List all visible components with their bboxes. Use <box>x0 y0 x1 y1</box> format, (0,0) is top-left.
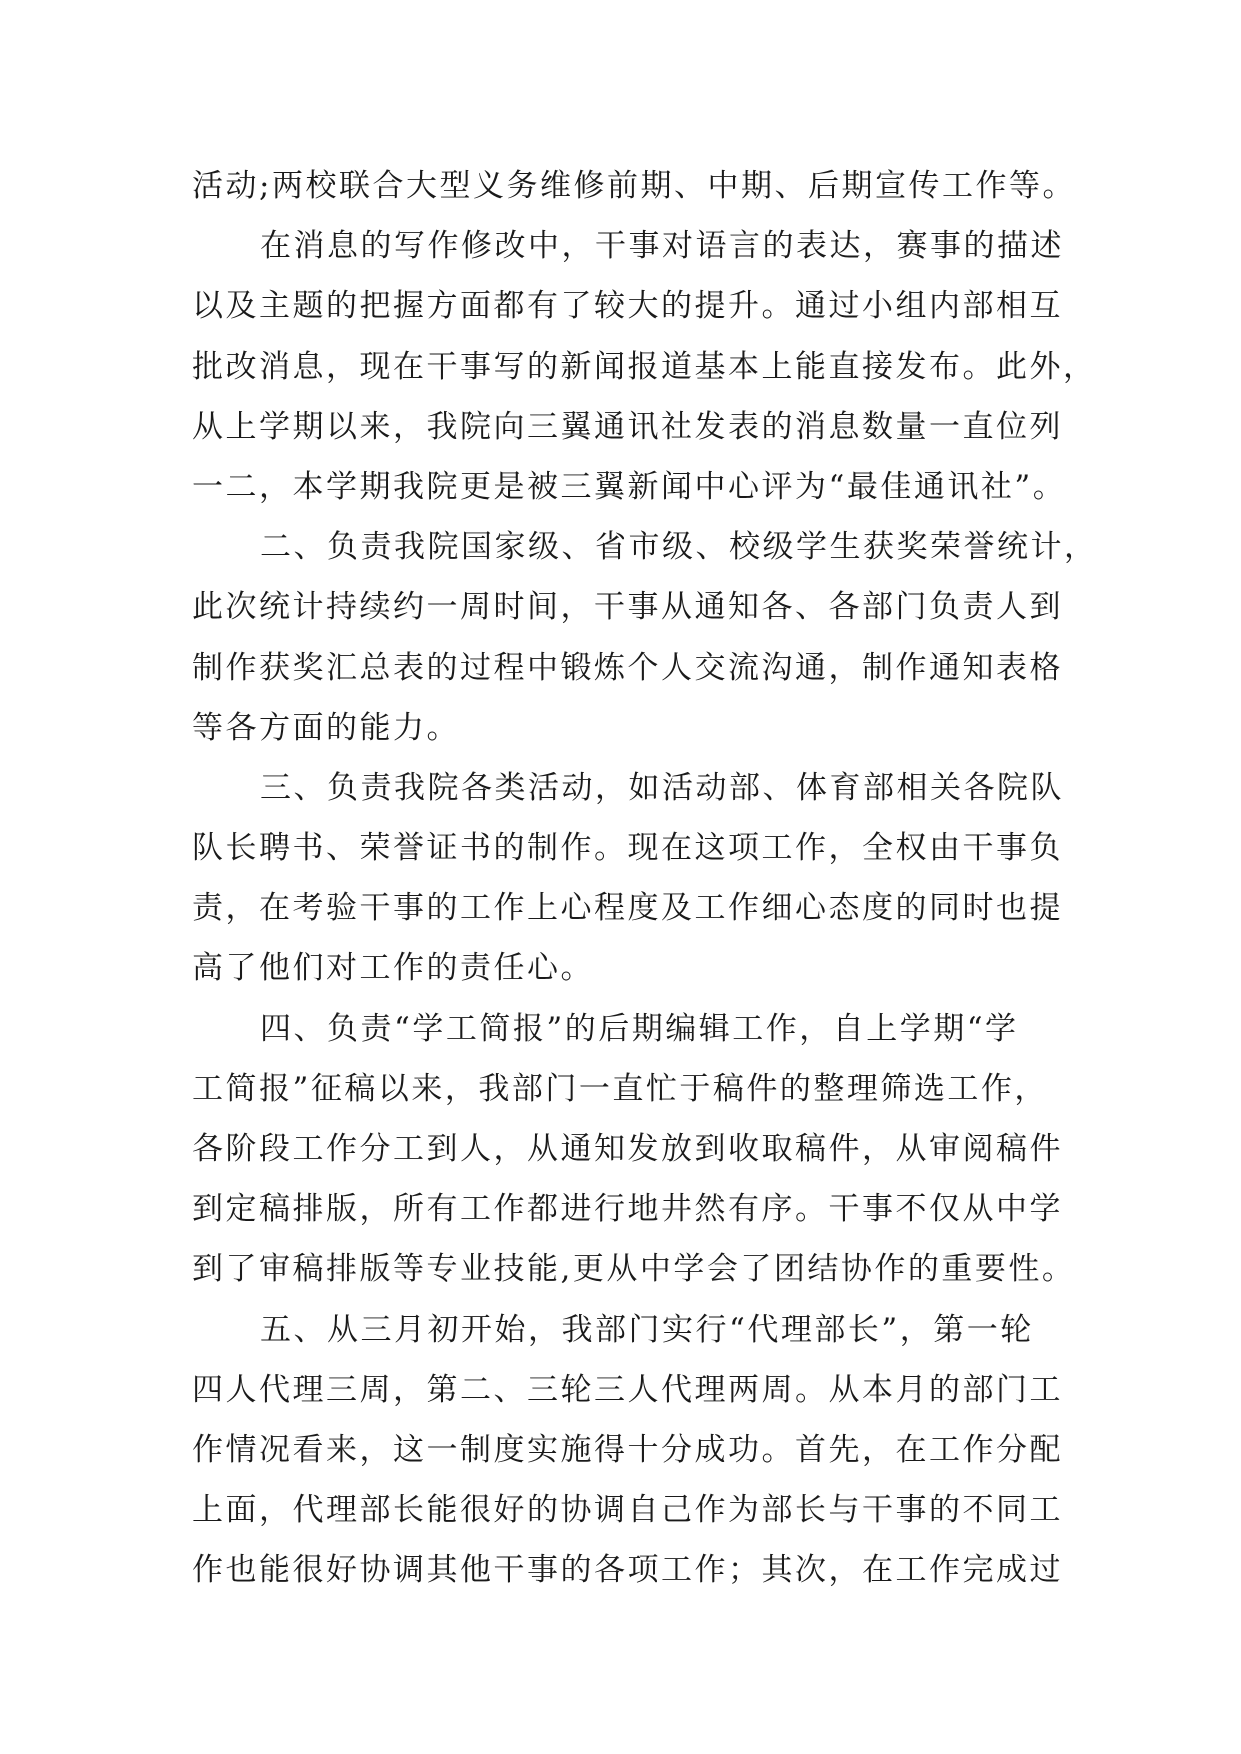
document-body <box>192 156 1098 1601</box>
text-line: 在消息的写作修改中，干事对语言的表达，赛事的描述 <box>260 228 1064 265</box>
text-line: 活动;两校联合大型义务维修前期、中期、后期宣传工作等。 <box>192 168 1076 204</box>
text-line: 到了审稿排版等专业技能,更从中学会了团结协作的重要性。 <box>192 1251 1076 1288</box>
text-line: 高了他们对工作的责任心。 <box>192 950 594 987</box>
text-line: 工简报”征稿以来，我部门一直忙于稿件的整理筛选工作， <box>192 1070 1048 1107</box>
text-line: 作也能很好协调其他干事的各项工作；其次，在工作完成过 <box>192 1552 1063 1589</box>
text-line: 等各方面的能力。 <box>192 709 460 746</box>
text-line: 各阶段工作分工到人，从通知发放到收取稿件，从审阅稿件 <box>192 1131 1063 1167</box>
text-line: 以及主题的把握方面都有了较大的提升。通过小组内部相互 <box>192 288 1063 325</box>
text-line: 制作获奖汇总表的过程中锻炼个人交流沟通，制作通知表格 <box>192 649 1063 686</box>
text-line: 上面，代理部长能很好的协调自己作为部长与干事的不同工 <box>192 1492 1063 1529</box>
text-line: 二、负责我院国家级、省市级、校级学生获奖荣誉统计， <box>260 529 1098 566</box>
text-line: 三、负责我院各类活动，如活动部、体育部相关各院队 <box>260 769 1064 806</box>
text-line: 此次统计持续约一周时间，干事从通知各、各部门负责人到 <box>192 589 1063 626</box>
text-line: 四人代理三周，第二、三轮三人代理两周。从本月的部门工 <box>192 1371 1063 1408</box>
text-line: 责，在考验干事的工作上心程度及工作细心态度的同时也提 <box>192 890 1063 927</box>
text-line: 作情况看来，这一制度实施得十分成功。首先，在工作分配 <box>192 1431 1063 1468</box>
text-line: 一二，本学期我院更是被三翼新闻中心评为“最佳通讯社”。 <box>192 468 1067 505</box>
text-line: 队长聘书、荣誉证书的制作。现在这项工作，全权由干事负 <box>192 830 1063 867</box>
text-line: 四、负责“学工简报”的后期编辑工作，自上学期“学 <box>260 1010 1019 1047</box>
text-line: 五、从三月初开始，我部门实行“代理部长”，第一轮 <box>260 1311 1034 1348</box>
text-line: 从上学期以来，我院向三翼通讯社发表的消息数量一直位列 <box>192 408 1063 445</box>
text-line: 批改消息，现在干事写的新闻报道基本上能直接发布。此外， <box>192 348 1097 385</box>
text-line: 到定稿排版，所有工作都进行地井然有序。干事不仅从中学 <box>192 1191 1063 1228</box>
